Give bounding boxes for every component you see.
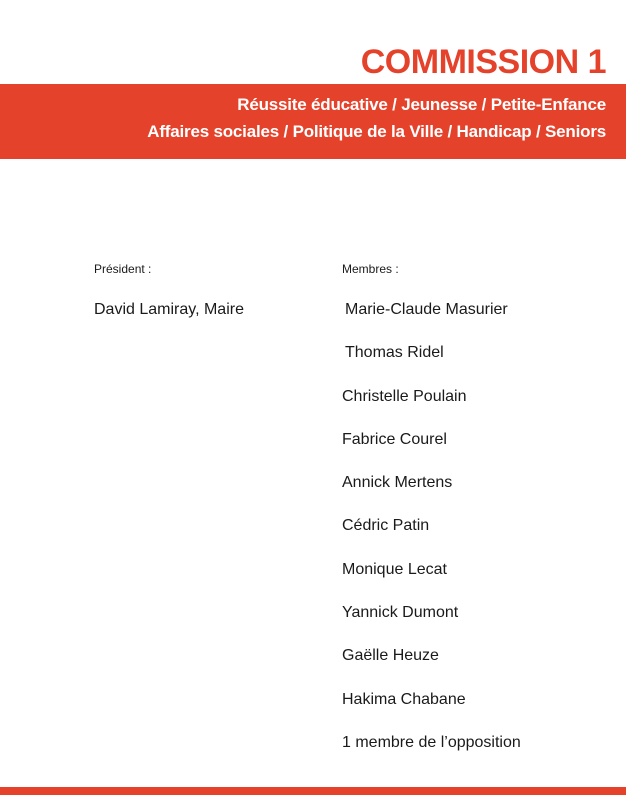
list-item: Gaëlle Heuze (342, 647, 439, 665)
list-item: Hakima Chabane (342, 690, 466, 708)
list-item: Cédric Patin (342, 517, 430, 535)
page-title: COMMISSION 1 (360, 43, 606, 81)
subtitle-line-2: Affaires sociales / Politique de la Ville / Handicap / Seniors (147, 122, 606, 141)
list-item: Marie-Claude Masurier (345, 301, 508, 318)
list-item: Yannick Dumont (342, 604, 459, 622)
list-item: 1 membre de l’opposition (342, 733, 521, 751)
president-label: Président : (94, 262, 152, 276)
list-item: Thomas Ridel (345, 344, 444, 362)
subtitle-band (0, 84, 626, 159)
list-item: Monique Lecat (342, 560, 447, 578)
subtitle-line-1: Réussite éducative / Jeunesse / Petite-Enfance (237, 95, 606, 114)
president-name: David Lamiray, Maire (94, 301, 244, 318)
list-item: Fabrice Courel (342, 430, 447, 448)
members-list (342, 300, 521, 776)
members-label: Membres : (342, 262, 399, 276)
bottom-bar (0, 787, 626, 795)
list-item: Christelle Poulain (342, 387, 467, 405)
list-item: Annick Mertens (342, 474, 453, 492)
